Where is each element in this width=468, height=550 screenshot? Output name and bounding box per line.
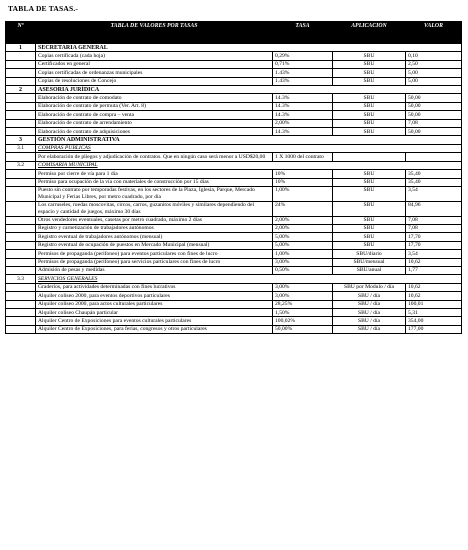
row-concept: Permiso para ocupación de la vía con materiales de construcción por 15 días xyxy=(36,178,273,186)
row-number-cell xyxy=(6,300,36,308)
row-number-cell xyxy=(6,325,36,333)
table-row xyxy=(6,94,462,102)
row-rate: 5,00% xyxy=(273,233,333,241)
row-number-cell xyxy=(6,94,36,102)
row-concept: Copias certificadas de ordenanzas municipales xyxy=(36,69,273,77)
subsection-number: 3.3 xyxy=(6,275,36,283)
row-rate: 1,00% xyxy=(273,186,333,201)
row-number-cell xyxy=(6,258,36,266)
subsection-row xyxy=(6,275,462,283)
row-value: 5,00 xyxy=(406,77,462,85)
row-number-cell xyxy=(6,52,36,60)
table-row xyxy=(6,102,462,110)
table-row xyxy=(6,317,462,325)
table-body xyxy=(6,44,462,334)
table-row xyxy=(6,201,462,216)
row-value: 354,00 xyxy=(406,317,462,325)
row-rate: 2,00% xyxy=(273,119,333,127)
row-rate: 1,00% xyxy=(273,250,333,258)
row-rate: 24% xyxy=(273,201,333,216)
row-concept: Elaboración de contrato de permuta (Ver. Art. 8) xyxy=(36,102,273,110)
row-application: SBU/mensual xyxy=(333,258,406,266)
row-application: SBU xyxy=(333,201,406,216)
row-concept: Por elaboración de pliegos y adjudicación de contratos. Que en ningún caso será menor a USD$20,00 xyxy=(36,153,273,161)
row-application: SBU / día xyxy=(333,325,406,333)
row-application: SBU/diario xyxy=(333,250,406,258)
row-value: 50,00 xyxy=(406,111,462,119)
row-value: 2,50 xyxy=(406,60,462,68)
row-value: 0,10 xyxy=(406,52,462,60)
row-number-cell xyxy=(6,128,36,136)
section-name: GESTIÓN ADMINISTRATIVA xyxy=(36,136,462,144)
header-value: VALOR xyxy=(406,22,462,44)
row-concept: Alquiler coliseo 2000, para actos culturales particulares xyxy=(36,300,273,308)
fees-table xyxy=(5,21,462,334)
row-application: SBU xyxy=(333,170,406,178)
table-row xyxy=(6,52,462,60)
table-row xyxy=(6,241,462,249)
row-value: 5,00 xyxy=(406,69,462,77)
header-concept: TABLA DE VALORES POR TASAS xyxy=(36,22,273,44)
row-value: 3,54 xyxy=(406,250,462,258)
row-application xyxy=(333,153,406,161)
row-concept: Registro eventual de ocupación de puestos en Mercado Municipal (mensual) xyxy=(36,241,273,249)
table-row xyxy=(6,111,462,119)
row-rate: 28,25% xyxy=(273,300,333,308)
row-value: 50,00 xyxy=(406,102,462,110)
row-number-cell xyxy=(6,309,36,317)
row-concept: Elaboración de contrato de comodato xyxy=(36,94,273,102)
subsection-name: SERVICIOS GENERALES xyxy=(36,275,462,283)
row-value: 84,96 xyxy=(406,201,462,216)
row-value: 7,08 xyxy=(406,216,462,224)
row-rate: 10% xyxy=(273,170,333,178)
row-application: SBU xyxy=(333,69,406,77)
row-concept: Elaboración de contrato de arrendamiento xyxy=(36,119,273,127)
table-row xyxy=(6,292,462,300)
section-number: 1 xyxy=(6,44,36,52)
row-application: SBU xyxy=(333,119,406,127)
row-concept: Alquiler coliseo 2000, para eventos deportivos particulares xyxy=(36,292,273,300)
table-row xyxy=(6,266,462,274)
row-concept: Elaboración de contrato de adquisiciones xyxy=(36,128,273,136)
row-number-cell xyxy=(6,250,36,258)
row-rate: 100,02% xyxy=(273,317,333,325)
table-row xyxy=(6,77,462,85)
row-rate: 3,00% xyxy=(273,258,333,266)
row-rate: 0,50% xyxy=(273,266,333,274)
section-number: 3 xyxy=(6,136,36,144)
row-rate: 1.43% xyxy=(273,77,333,85)
row-number-cell xyxy=(6,111,36,119)
row-concept: Otros vendedores eventuales, casetas por metro cuadrado, máximo 2 días xyxy=(36,216,273,224)
row-application: SBU xyxy=(333,233,406,241)
row-concept: Elaboración de contrato de compra – venta xyxy=(36,111,273,119)
row-value: 35,40 xyxy=(406,178,462,186)
row-value: 3,54 xyxy=(406,186,462,201)
row-number-cell xyxy=(6,119,36,127)
row-rate: 0,71% xyxy=(273,60,333,68)
row-value: 10,62 xyxy=(406,292,462,300)
row-concept: Puesto sin contrato por temporadas festivas, en los sectores de la Plaza, Iglesia, Parque, Mercado Municipal y Ferias Libres, por metro cuadrado, por día xyxy=(36,186,273,201)
row-value xyxy=(406,153,462,161)
row-application: SBU / día xyxy=(333,300,406,308)
row-application: SBU xyxy=(333,216,406,224)
row-concept: Graderíos, para actividades determinadas con fines lucrativos xyxy=(36,283,273,291)
row-rate: 14.3% xyxy=(273,128,333,136)
row-rate: 1 X 1000 del contrato xyxy=(273,153,333,161)
row-application: SBU xyxy=(333,128,406,136)
row-number-cell xyxy=(6,283,36,291)
row-number-cell xyxy=(6,216,36,224)
row-application: SBU / día xyxy=(333,292,406,300)
row-number-cell xyxy=(6,241,36,249)
section-row xyxy=(6,44,462,52)
section-row xyxy=(6,86,462,94)
row-application: SBU / día xyxy=(333,309,406,317)
row-rate: 10% xyxy=(273,178,333,186)
row-application: SBU xyxy=(333,178,406,186)
row-rate: 3,00% xyxy=(273,292,333,300)
row-value: 1,77 xyxy=(406,266,462,274)
row-number-cell xyxy=(6,102,36,110)
subsection-row xyxy=(6,144,462,152)
row-concept: Copias certificada (cada hoja) xyxy=(36,52,273,60)
table-row xyxy=(6,258,462,266)
table-row xyxy=(6,233,462,241)
table-row xyxy=(6,170,462,178)
subsection-name: COMPRAS PUBLICAS xyxy=(36,144,462,152)
table-row xyxy=(6,178,462,186)
row-rate: 2,00% xyxy=(273,216,333,224)
row-value: 17,70 xyxy=(406,241,462,249)
table-row xyxy=(6,283,462,291)
subsection-row xyxy=(6,161,462,169)
section-number: 2 xyxy=(6,86,36,94)
row-number-cell xyxy=(6,317,36,325)
header-rate: TASA xyxy=(273,22,333,44)
row-number-cell xyxy=(6,292,36,300)
row-application: SBU xyxy=(333,52,406,60)
row-concept: Admisión de pesas y medidas xyxy=(36,266,273,274)
row-application: SBU xyxy=(333,186,406,201)
row-number-cell xyxy=(6,186,36,201)
row-concept: Alquiler Centro de Exposiciones, para ferias, congresos y otros particulares xyxy=(36,325,273,333)
table-row xyxy=(6,128,462,136)
row-application: SBU xyxy=(333,111,406,119)
row-rate: 1.43% xyxy=(273,69,333,77)
row-rate: 1,50% xyxy=(273,309,333,317)
row-concept: Copias de resoluciones de Concejo xyxy=(36,77,273,85)
section-name: ASESORIA JURÍDICA xyxy=(36,86,462,94)
row-value: 5,31 xyxy=(406,309,462,317)
row-application: SBU xyxy=(333,241,406,249)
row-application: SBU xyxy=(333,60,406,68)
row-value: 50,00 xyxy=(406,128,462,136)
row-rate: 50,00% xyxy=(273,325,333,333)
table-row xyxy=(6,60,462,68)
row-rate: 14.3% xyxy=(273,94,333,102)
row-value: 7,08 xyxy=(406,119,462,127)
row-rate: 0,29% xyxy=(273,52,333,60)
table-row xyxy=(6,119,462,127)
row-application: SBU xyxy=(333,224,406,232)
row-concept: Certificados en general xyxy=(36,60,273,68)
row-value: 10,62 xyxy=(406,283,462,291)
document-title: TABLA DE TASAS.- xyxy=(8,4,79,13)
row-rate: 2,00% xyxy=(273,224,333,232)
table-row xyxy=(6,250,462,258)
row-concept: Permisos de propaganda (perifoneo) para eventos particulares con fines de lucro xyxy=(36,250,273,258)
row-number-cell xyxy=(6,60,36,68)
row-application: SBU / día xyxy=(333,317,406,325)
row-number-cell xyxy=(6,153,36,161)
subsection-number: 3.2 xyxy=(6,161,36,169)
row-value: 17,70 xyxy=(406,233,462,241)
row-value: 35,40 xyxy=(406,170,462,178)
row-application: SBU por Modulo / día xyxy=(333,283,406,291)
section-name: SECRETARIA GENERAL xyxy=(36,44,462,52)
table-row xyxy=(6,216,462,224)
header-application: APLICACIÓN xyxy=(333,22,406,44)
row-number-cell xyxy=(6,224,36,232)
row-number-cell xyxy=(6,170,36,178)
row-concept: Alquiler coliseo Chaupán particular xyxy=(36,309,273,317)
header-num: Nº xyxy=(6,22,36,44)
row-concept: Registro y carnetización de trabajadores autónomos xyxy=(36,224,273,232)
table-row xyxy=(6,224,462,232)
row-application: SBU xyxy=(333,77,406,85)
row-number-cell xyxy=(6,77,36,85)
row-value: 7,08 xyxy=(406,224,462,232)
table-row xyxy=(6,69,462,77)
row-rate: 14.3% xyxy=(273,102,333,110)
table-row xyxy=(6,186,462,201)
table-row xyxy=(6,325,462,333)
row-concept: Permisos de propaganda (perifoneo) para servicios particulares con fines de lucro xyxy=(36,258,273,266)
table-row xyxy=(6,309,462,317)
row-application: SBU/anual xyxy=(333,266,406,274)
table-row xyxy=(6,300,462,308)
row-concept: Registro eventual de trabajadores autónomos (mensual) xyxy=(36,233,273,241)
subsection-number: 3.1 xyxy=(6,144,36,152)
row-value: 177,00 xyxy=(406,325,462,333)
row-number-cell xyxy=(6,69,36,77)
row-rate: 3,00% xyxy=(273,283,333,291)
table-header xyxy=(6,22,462,44)
row-application: SBU xyxy=(333,94,406,102)
row-value: 50,00 xyxy=(406,94,462,102)
row-rate: 5,00% xyxy=(273,241,333,249)
row-concept: Alquiler Centro de Exposiciones para eventos culturales particulares xyxy=(36,317,273,325)
row-rate: 14.3% xyxy=(273,111,333,119)
row-number-cell xyxy=(6,233,36,241)
row-number-cell xyxy=(6,178,36,186)
row-concept: Los carruseles, ruedas moscovitas, circos, carros, guzanitos móviles y similares dependiendo del espacio y cantidad de juegos, máximo 30 días xyxy=(36,201,273,216)
table-row xyxy=(6,153,462,161)
row-number-cell xyxy=(6,266,36,274)
row-concept: Permiso por cierre de vía para 1 día xyxy=(36,170,273,178)
row-value: 100,01 xyxy=(406,300,462,308)
row-application: SBU xyxy=(333,102,406,110)
row-number-cell xyxy=(6,201,36,216)
section-row xyxy=(6,136,462,144)
row-value: 10,62 xyxy=(406,258,462,266)
subsection-name: COMISARIA MUNICIPAL xyxy=(36,161,462,169)
